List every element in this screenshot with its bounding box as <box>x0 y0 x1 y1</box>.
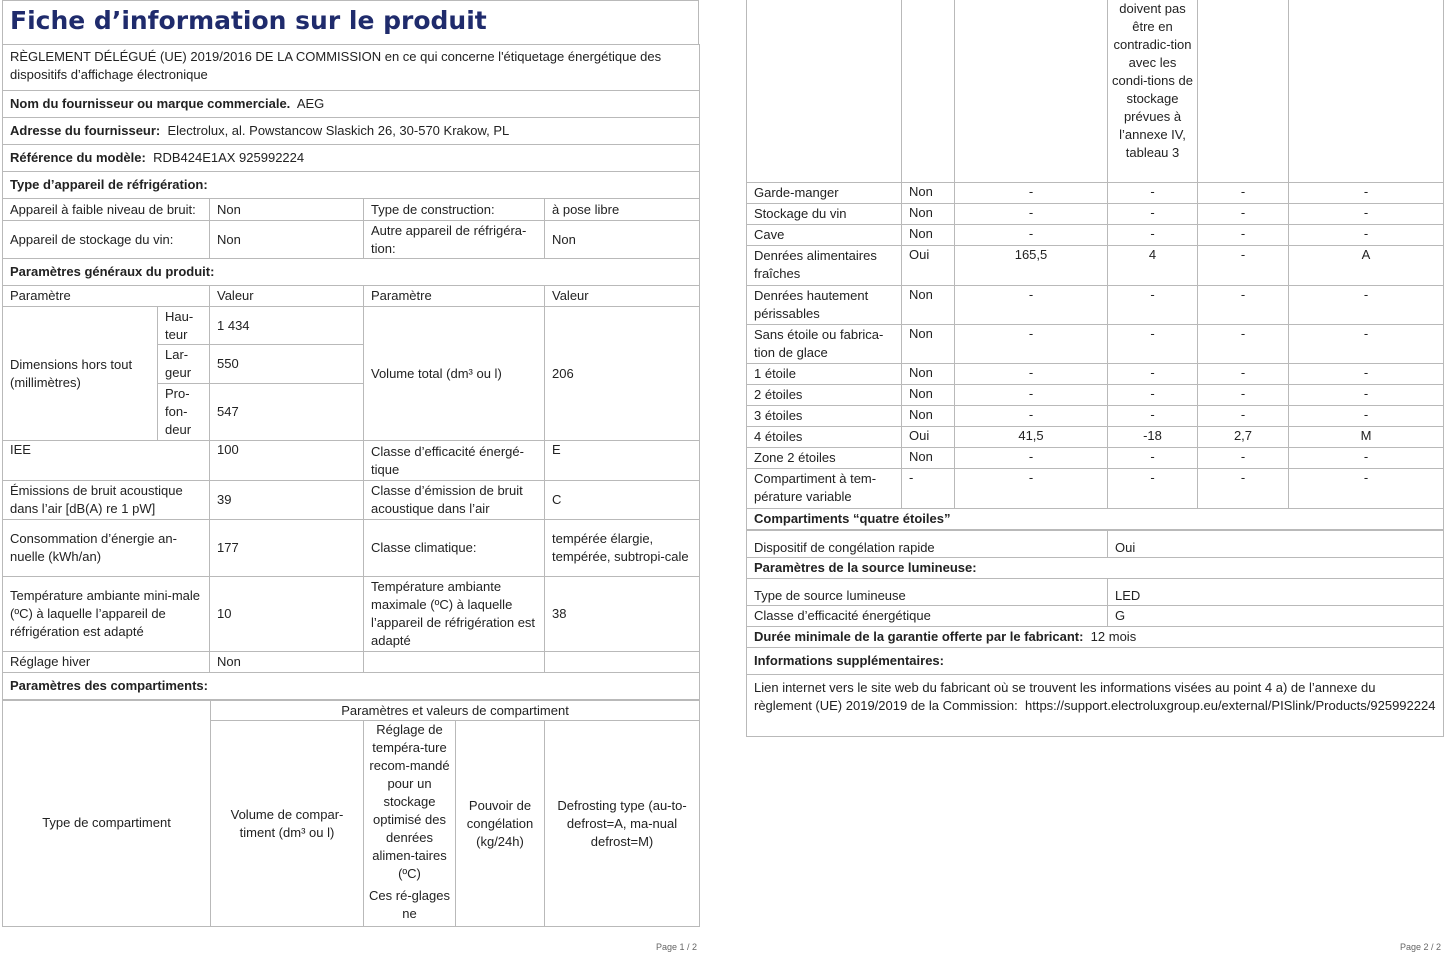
energy-consumption-label: Consommation d’énergie an-nuelle (kWh/an) <box>3 520 210 577</box>
general-params-label: Paramètres généraux du produit: <box>3 259 700 286</box>
temp-header-text: Réglage de tempéra-ture recom-mandé pour un stockage optimisé des denrées alimen-taires (ºC) <box>369 722 450 881</box>
compartment-defrost: M <box>1289 426 1444 447</box>
compartment-volume: - <box>955 468 1108 508</box>
light-type-value: LED <box>1108 578 1444 605</box>
compartment-name: 3 étoiles <box>747 405 902 426</box>
low-noise-label: Appareil à faible niveau de bruit: <box>3 199 210 221</box>
compartment-freezing: - <box>1198 447 1289 468</box>
wine-storage-label: Appareil de stockage du vin: <box>3 221 210 259</box>
four-star-label: Compartiments “quatre étoiles” <box>747 508 1444 529</box>
depth-label: Pro-fon-deur <box>158 384 210 441</box>
noise-class-label: Classe d’émission de bruit acoustique dans l’air <box>364 481 545 520</box>
compartment-defrost: A <box>1289 245 1444 285</box>
other-appliance-value: Non <box>545 221 700 259</box>
compartment-volume: 41,5 <box>955 426 1108 447</box>
height-value: 1 434 <box>210 307 364 345</box>
compartment-freezing: - <box>1198 468 1289 508</box>
compartment-row <box>747 245 1444 285</box>
compartment-defrost: - <box>1289 363 1444 384</box>
empty-cell <box>955 0 1108 182</box>
compartment-table <box>746 0 1444 530</box>
climate-class-label: Classe climatique: <box>364 520 545 577</box>
model-value: RDB424E1AX 925992224 <box>153 150 305 165</box>
compartment-defrost: - <box>1289 203 1444 224</box>
compartment-defrost: - <box>1289 468 1444 508</box>
low-noise-value: Non <box>210 199 364 221</box>
compartment-freezing-header: Pouvoir de congélation (kg/24h) <box>456 721 545 927</box>
header-param-2: Paramètre <box>364 286 545 307</box>
construction-label: Type de construction: <box>364 199 545 221</box>
compartment-name: Denrées alimentaires fraîches <box>747 245 902 285</box>
empty-cell <box>1198 0 1289 182</box>
compartment-defrost: - <box>1289 384 1444 405</box>
address-row <box>3 118 700 145</box>
max-temp-value: 38 <box>545 577 700 652</box>
header-param: Paramètre <box>3 286 210 307</box>
warranty-row <box>747 626 1444 647</box>
warranty-label: Durée minimale de la garantie offerte par le fabricant: <box>754 628 1084 644</box>
appliance-type-label: Type d’appareil de réfrigération: <box>3 172 700 199</box>
compartment-present: Non <box>902 224 955 245</box>
width-value: 550 <box>210 345 364 384</box>
compartment-header-table <box>2 700 700 927</box>
light-type-label: Type de source lumineuse <box>747 578 1108 605</box>
header-value: Valeur <box>210 286 364 307</box>
compartment-present: Non <box>902 285 955 324</box>
compartment-defrost: - <box>1289 405 1444 426</box>
compartment-name: Stockage du vin <box>747 203 902 224</box>
noise-emission-value: 39 <box>210 481 364 520</box>
temp-header-continuation: doivent pas être en contradic-tion avec les condi-tions de stockage prévues à l’annexe IV, tableau 3 <box>1108 0 1198 182</box>
compartment-name: Compartiment à tem-pérature variable <box>747 468 902 508</box>
compartment-row <box>747 468 1444 508</box>
compartment-volume: - <box>955 447 1108 468</box>
energy-class-value: E <box>545 441 700 481</box>
supplier-value: AEG <box>296 96 325 111</box>
compartment-temp: - <box>1108 405 1198 426</box>
regulation-text: RÈGLEMENT DÉLÉGUÉ (UE) 2019/2016 DE LA COMMISSION en ce qui concerne l'étiquetage énergétique des dispositifs d’affichage électronique <box>3 45 700 91</box>
fast-freeze-value: Oui <box>1108 530 1444 557</box>
other-appliance-label: Autre appareil de réfrigéra-tion: <box>364 221 545 259</box>
light-class-label: Classe d’efficacité énergétique <box>747 605 1108 626</box>
compartment-name: Cave <box>747 224 902 245</box>
dimensions-label: Dimensions hors tout (millimètres) <box>3 307 158 441</box>
additional-info-label: Informations supplémentaires: <box>747 647 1444 674</box>
compartment-volume: - <box>955 285 1108 324</box>
max-temp-label: Température ambiante maximale (ºC) à laquelle l’appareil de réfrigération est adapté <box>364 577 545 652</box>
additional-info-text: Lien internet vers le site web du fabricant où se trouvent les informations visées au point 4 a) de l’annexe du règlement (UE) 2019/2019 de la Commission: <box>754 679 1376 713</box>
min-temp-value: 10 <box>210 577 364 652</box>
min-temp-label: Température ambiante mini-male (ºC) à laquelle l’appareil de réfrigération est adapté <box>3 577 210 652</box>
compartment-defrost: - <box>1289 324 1444 363</box>
winter-setting-label: Réglage hiver <box>3 652 210 673</box>
total-volume-label: Volume total (dm³ ou l) <box>364 307 545 441</box>
compartment-freezing: - <box>1198 245 1289 285</box>
compartment-temp: - <box>1108 324 1198 363</box>
compartment-defrost: - <box>1289 182 1444 203</box>
compartment-name: Garde-manger <box>747 182 902 203</box>
extra-info-table <box>746 530 1444 737</box>
energy-consumption-value: 177 <box>210 520 364 577</box>
compartment-row <box>747 224 1444 245</box>
empty-cell <box>747 0 902 182</box>
product-info-table <box>2 44 700 700</box>
compartment-group-header: Paramètres et valeurs de compartiment <box>211 701 700 721</box>
compartment-present: Non <box>902 203 955 224</box>
compartment-freezing: - <box>1198 324 1289 363</box>
compartment-type-header: Type de compartiment <box>3 721 211 927</box>
compartment-freezing: - <box>1198 363 1289 384</box>
compartment-volume: - <box>955 405 1108 426</box>
compartment-name: 1 étoile <box>747 363 902 384</box>
compartment-defrost: - <box>1289 224 1444 245</box>
compartment-defrost-header: Defrosting type (au-to-defrost=A, ma-nual defrost=M) <box>545 721 700 927</box>
climate-class-value: tempérée élargie, tempérée, subtropi-cale <box>545 520 700 577</box>
compartment-row <box>747 324 1444 363</box>
noise-class-value: C <box>545 481 700 520</box>
supplier-label: Nom du fournisseur ou marque commerciale. <box>10 96 291 111</box>
compartment-name: 2 étoiles <box>747 384 902 405</box>
compartment-row <box>747 203 1444 224</box>
compartment-defrost: - <box>1289 285 1444 324</box>
compartment-freezing: - <box>1198 405 1289 426</box>
total-volume-value: 206 <box>545 307 700 441</box>
compartment-name: Denrées hautement périssables <box>747 285 902 324</box>
compartment-volume-header: Volume de compar-timent (dm³ ou l) <box>211 721 364 927</box>
wine-storage-value: Non <box>210 221 364 259</box>
compartment-row <box>747 447 1444 468</box>
compartment-temp: - <box>1108 384 1198 405</box>
compartment-temp: - <box>1108 224 1198 245</box>
supplier-row <box>3 91 700 118</box>
compartment-volume: - <box>955 224 1108 245</box>
warranty-value: 12 mois <box>1090 628 1137 644</box>
page-number: Page 1 / 2 <box>656 942 698 952</box>
light-params-label: Paramètres de la source lumineuse: <box>747 557 1444 578</box>
iee-value: 100 <box>210 441 364 481</box>
compartment-params-label: Paramètres des compartiments: <box>3 673 700 700</box>
winter-setting-value: Non <box>210 652 364 673</box>
compartment-row <box>747 285 1444 324</box>
empty-cell <box>3 701 211 721</box>
page-2 <box>746 0 1443 952</box>
width-label: Lar-geur <box>158 345 210 384</box>
compartment-present: Non <box>902 384 955 405</box>
page-title: Fiche d’information sur le produit <box>2 0 699 44</box>
compartment-present: Non <box>902 447 955 468</box>
compartment-row <box>747 384 1444 405</box>
compartment-freezing: - <box>1198 384 1289 405</box>
additional-info-row <box>747 674 1444 736</box>
light-class-value: G <box>1108 605 1444 626</box>
compartment-name: 4 étoiles <box>747 426 902 447</box>
construction-value: à pose libre <box>545 199 700 221</box>
model-row <box>3 145 700 172</box>
compartment-row <box>747 405 1444 426</box>
address-value: Electrolux, al. Powstancow Slaskich 26, 30-570 Krakow, PL <box>167 123 510 138</box>
compartment-row <box>747 363 1444 384</box>
compartment-name: Sans étoile ou fabrica-tion de glace <box>747 324 902 363</box>
compartment-temp: 4 <box>1108 245 1198 285</box>
compartment-temp: - <box>1108 447 1198 468</box>
compartment-defrost: - <box>1289 447 1444 468</box>
compartment-name: Zone 2 étoiles <box>747 447 902 468</box>
compartment-present: - <box>902 468 955 508</box>
empty-cell <box>1289 0 1444 182</box>
temp-header-note: Ces ré-glages ne <box>369 888 450 921</box>
compartment-present: Non <box>902 182 955 203</box>
compartment-temp-header <box>364 721 456 927</box>
energy-class-label: Classe d’efficacité énergé-tique <box>364 441 545 481</box>
height-label: Hau-teur <box>158 307 210 345</box>
empty-cell <box>902 0 955 182</box>
page-number: Page 2 / 2 <box>1400 942 1442 952</box>
compartment-volume: - <box>955 182 1108 203</box>
compartment-temp: - <box>1108 203 1198 224</box>
compartment-present: Oui <box>902 426 955 447</box>
depth-value: 547 <box>210 384 364 441</box>
compartment-volume: - <box>955 203 1108 224</box>
compartment-volume: - <box>955 324 1108 363</box>
empty-cell <box>545 652 700 673</box>
compartment-freezing: - <box>1198 182 1289 203</box>
compartment-row <box>747 426 1444 447</box>
compartment-freezing: - <box>1198 285 1289 324</box>
compartment-present: Non <box>902 363 955 384</box>
empty-cell <box>364 652 545 673</box>
manufacturer-link[interactable]: https://support.electroluxgroup.eu/external/PISlink/Products/925992224 <box>1024 697 1436 713</box>
compartment-freezing: - <box>1198 203 1289 224</box>
compartment-volume: - <box>955 384 1108 405</box>
compartment-temp: - <box>1108 363 1198 384</box>
noise-emission-label: Émissions de bruit acoustique dans l’air [dB(A) re 1 pW] <box>3 481 210 520</box>
compartment-temp: - <box>1108 285 1198 324</box>
page-1 <box>2 0 699 952</box>
compartment-freezing: 2,7 <box>1198 426 1289 447</box>
compartment-present: Non <box>902 405 955 426</box>
fast-freeze-label: Dispositif de congélation rapide <box>747 530 1108 557</box>
compartment-row <box>747 182 1444 203</box>
compartment-temp: -18 <box>1108 426 1198 447</box>
iee-label: IEE <box>3 441 210 481</box>
compartment-present: Oui <box>902 245 955 285</box>
header-value-2: Valeur <box>545 286 700 307</box>
compartment-freezing: - <box>1198 224 1289 245</box>
compartment-temp: - <box>1108 182 1198 203</box>
compartment-present: Non <box>902 324 955 363</box>
compartment-volume: - <box>955 363 1108 384</box>
compartment-volume: 165,5 <box>955 245 1108 285</box>
model-label: Référence du modèle: <box>10 150 146 165</box>
address-label: Adresse du fournisseur: <box>10 123 161 138</box>
compartment-temp: - <box>1108 468 1198 508</box>
